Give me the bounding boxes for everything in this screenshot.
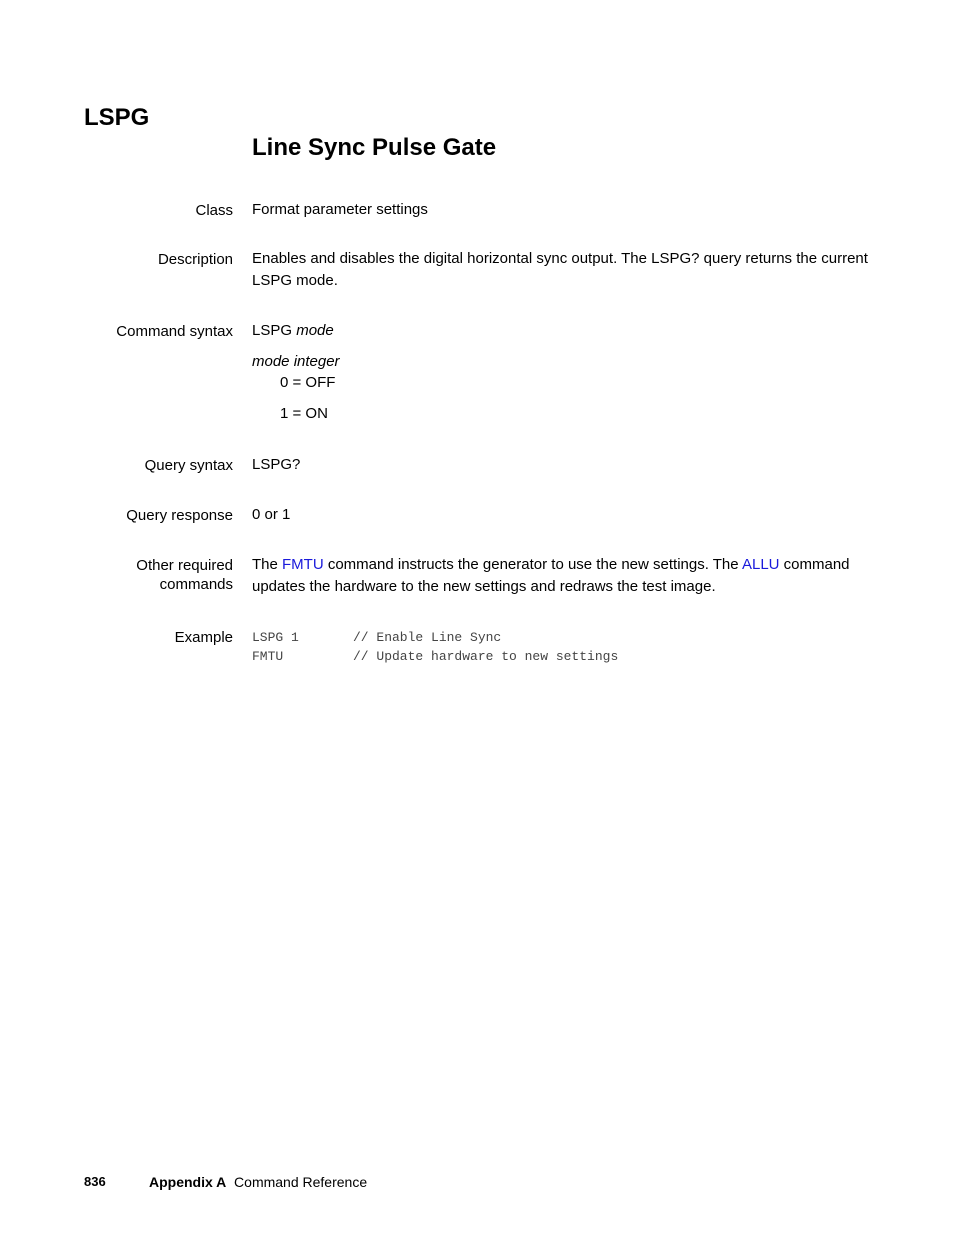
command-syntax-value [252,320,872,342]
other-required-label-line2: commands [159,576,233,593]
other-required-label-line1: Other required [136,557,233,574]
param-value-on: 1 = ON [280,405,328,422]
command-title: Line Sync Pulse Gate [252,134,497,161]
other-required-value [252,554,872,598]
param-heading: mode integer [252,353,340,370]
other-required-label [136,556,233,594]
footer-section: Command Reference [234,1174,368,1190]
query-syntax-label: Query syntax [144,457,233,474]
other-required-text-1: The [252,556,283,573]
footer-running-head [149,1174,367,1190]
query-response-value: 0 or 1 [252,506,291,523]
example-label: Example [174,629,233,646]
class-label: Class [195,202,233,219]
example-comment-line-2: // Update hardware to new settings [353,649,619,664]
description-label: Description [157,251,233,268]
page-number: 836 [84,1174,106,1189]
query-syntax-value: LSPG? [252,456,301,473]
example-code-line-1: LSPG 1 [252,630,299,645]
allu-link[interactable]: ALLU [741,556,780,573]
fmtu-link[interactable]: FMTU [282,556,324,573]
command-syntax-cmd: LSPG [252,322,293,339]
example-comment-line-1: // Enable Line Sync [353,630,502,645]
command-syntax-param: mode [296,322,334,339]
other-required-text-3: command updates the hardware to the new settings and redraws the test image. [252,556,850,595]
query-response-label: Query response [126,507,233,524]
example-code-line-2: FMTU [252,649,284,664]
command-name: LSPG [84,104,150,131]
command-syntax-label: Command syntax [116,323,233,340]
description-value: Enables and disables the digital horizontal sync output. The LSPG? query returns the current LSPG mode. [252,250,868,289]
footer-appendix: Appendix A [149,1174,227,1190]
other-required-text-2: command instructs the generator to use the new settings. The [323,556,742,573]
param-value-off: 0 = OFF [280,374,336,391]
class-value: Format parameter settings [252,201,428,218]
